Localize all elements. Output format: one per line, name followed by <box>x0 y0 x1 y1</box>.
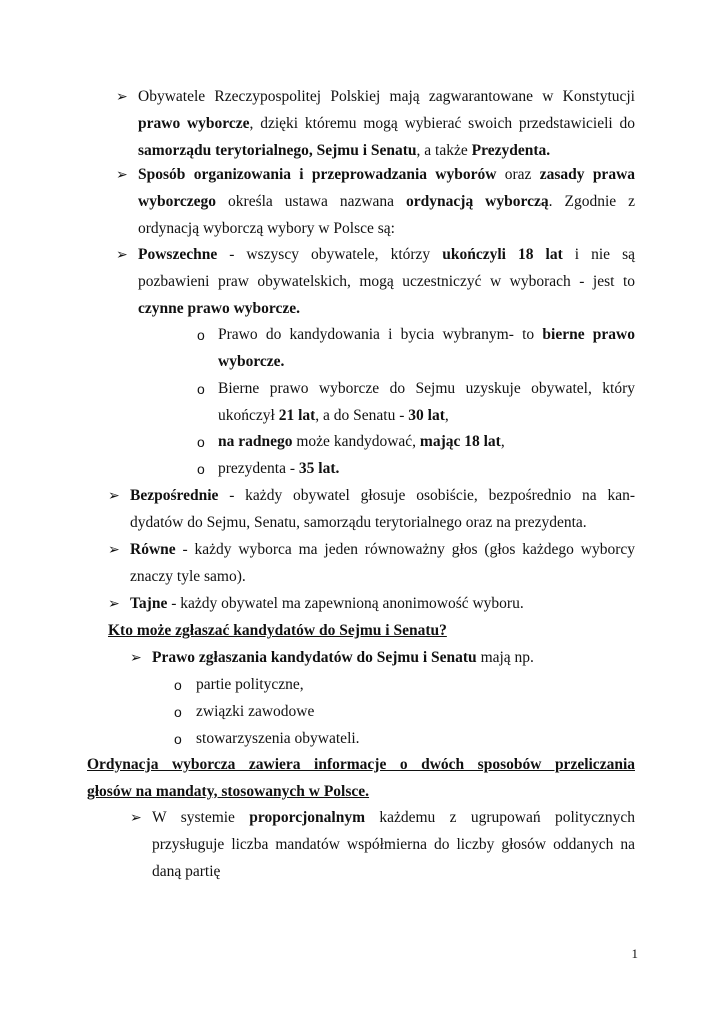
circle-bullet-icon: o <box>174 677 182 693</box>
paragraph-line: na radnego może kandydować, mając 18 lat, <box>218 433 505 450</box>
list-item: związki zawodowe <box>196 703 315 720</box>
paragraph-line: wyborcze. <box>218 353 285 370</box>
paragraph-line: Tajne - każdy obywatel ma zapewnioną anonimowość wyboru. <box>130 595 524 612</box>
paragraph-line: przysługuje liczba mandatów współmierna do liczby głosów oddanych na <box>152 836 635 853</box>
paragraph-line: W systemie proporcjonalnym każdemu z ugrupowań politycznych <box>152 809 636 826</box>
section-heading: głosów na mandaty, stosowanych w Polsce. <box>87 783 370 800</box>
paragraph-line: Powszechne - wszyscy obywatele, którzy ukończyli 18 lat i nie są <box>138 246 636 263</box>
circle-bullet-icon: o <box>174 704 182 720</box>
section-heading: Kto może zgłaszać kandydatów do Sejmu i Senatu? <box>108 622 447 639</box>
list-item: partie polityczne, <box>196 676 304 693</box>
section-heading: Ordynacja wyborcza zawiera informacje o dwóch sposobów przeliczania <box>87 756 635 773</box>
circle-bullet-icon: o <box>197 461 205 477</box>
paragraph-line: dydatów do Sejmu, Senatu, samorządu terytorialnego oraz na prezydenta. <box>130 514 587 531</box>
arrow-bullet-icon: ➢ <box>108 596 120 612</box>
circle-bullet-icon: o <box>174 731 182 747</box>
paragraph-line: prawo wyborcze, dzięki któremu mogą wybierać swoich przedstawicieli do <box>138 115 635 132</box>
page-number: 1 <box>631 946 638 961</box>
paragraph-line: Równe - każdy wyborca ma jeden równoważny głos (głos każdego wyborcy <box>130 541 635 558</box>
paragraph-line: ukończył 21 lat, a do Senatu - 30 lat, <box>218 407 449 424</box>
paragraph-line: Sposób organizowania i przeprowadzania wyborów oraz zasady prawa <box>138 166 636 183</box>
arrow-bullet-icon: ➢ <box>116 167 128 183</box>
paragraph-line: daną partię <box>152 863 221 880</box>
circle-bullet-icon: o <box>197 327 205 343</box>
arrow-bullet-icon: ➢ <box>116 247 128 263</box>
arrow-bullet-icon: ➢ <box>108 542 120 558</box>
paragraph-line: Obywatele Rzeczypospolitej Polskiej mają zagwarantowane w Konstytucji <box>138 88 635 105</box>
paragraph-line: prezydenta - 35 lat. <box>218 460 340 477</box>
paragraph-line: Bezpośrednie - każdy obywatel głosuje osobiście, bezpośrednio na kan- <box>130 487 635 504</box>
paragraph-line: czynne prawo wyborcze. <box>138 300 301 317</box>
paragraph-line: pozbawieni praw obywatelskich, mogą uczestniczyć w wyborach - jest to <box>138 273 635 290</box>
arrow-bullet-icon: ➢ <box>130 810 142 826</box>
paragraph-line: znaczy tyle samo). <box>130 568 246 585</box>
arrow-bullet-icon: ➢ <box>130 650 142 666</box>
paragraph-line: Bierne prawo wyborcze do Sejmu uzyskuje obywatel, który <box>218 380 635 397</box>
paragraph-line: samorządu terytorialnego, Sejmu i Senatu, a także Prezydenta. <box>138 142 551 159</box>
arrow-bullet-icon: ➢ <box>108 488 120 504</box>
arrow-bullet-icon: ➢ <box>116 89 128 105</box>
circle-bullet-icon: o <box>197 381 205 397</box>
paragraph-line: Prawo zgłaszania kandydatów do Sejmu i Senatu mają np. <box>152 649 534 666</box>
paragraph-line: Prawo do kandydowania i bycia wybranym- to bierne prawo <box>218 326 635 343</box>
circle-bullet-icon: o <box>197 434 205 450</box>
paragraph-line: ordynacją wyborczą wybory w Polsce są: <box>138 220 395 237</box>
list-item: stowarzyszenia obywateli. <box>196 730 360 747</box>
paragraph-line: wyborczego określa ustawa nazwana ordynacją wyborczą. Zgodnie z <box>138 193 635 210</box>
